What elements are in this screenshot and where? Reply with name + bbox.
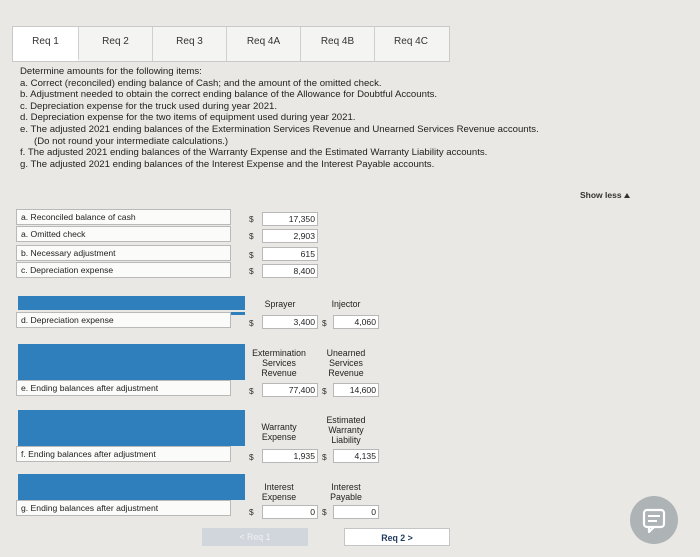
injector-depreciation-input[interactable]: 4,060 bbox=[333, 315, 379, 329]
omitted-check-input[interactable]: 2,903 bbox=[262, 229, 318, 243]
instructions bbox=[20, 66, 539, 170]
interest-payable-input[interactable]: 0 bbox=[333, 505, 379, 519]
instruction-e: e. The adjusted 2021 ending balances of the Extermination Services Revenue and Unearned Services Revenue accounts. bbox=[20, 123, 539, 135]
header-warranty-expense: Warranty Expense bbox=[261, 422, 297, 442]
warranty-liability-input[interactable]: 4,135 bbox=[333, 449, 379, 463]
chevron-left-icon: < bbox=[239, 532, 245, 542]
truck-depreciation-input[interactable]: 8,400 bbox=[262, 264, 318, 278]
unearned-revenue-input[interactable]: 14,600 bbox=[333, 383, 379, 397]
header-interest-expense: Interest Expense bbox=[261, 482, 297, 502]
interest-expense-input[interactable]: 0 bbox=[262, 505, 318, 519]
header-extermination-services-revenue: Extermination Services Revenue bbox=[252, 348, 306, 378]
chevron-right-icon: > bbox=[407, 533, 413, 543]
tab-req-3[interactable]: Req 3 bbox=[153, 27, 227, 61]
currency-symbol: $ bbox=[249, 507, 254, 517]
row-label-revenue-balances: e. Ending balances after adjustment bbox=[16, 380, 231, 396]
warranty-expense-input[interactable]: 1,935 bbox=[262, 449, 318, 463]
row-label-warranty-balances: f. Ending balances after adjustment bbox=[16, 446, 231, 462]
requirement-tabs bbox=[12, 26, 450, 62]
currency-symbol: $ bbox=[249, 231, 254, 241]
show-less-label: Show less bbox=[580, 190, 622, 200]
sprayer-depreciation-input[interactable]: 3,400 bbox=[262, 315, 318, 329]
instruction-a: a. Correct (reconciled) ending balance of Cash; and the amount of the omitted check. bbox=[20, 77, 382, 89]
section-stripe bbox=[18, 410, 245, 446]
chat-help-button[interactable] bbox=[630, 496, 678, 544]
currency-symbol: $ bbox=[249, 214, 254, 224]
currency-symbol: $ bbox=[249, 386, 254, 396]
header-unearned-services-revenue: Unearned Services Revenue bbox=[326, 348, 366, 378]
caret-up-icon bbox=[624, 193, 630, 198]
tab-req-1[interactable]: Req 1 bbox=[13, 27, 79, 61]
tab-req-2[interactable]: Req 2 bbox=[79, 27, 153, 61]
instructions-intro: Determine amounts for the following items: bbox=[20, 66, 202, 77]
row-label-equipment-depreciation: d. Depreciation expense bbox=[16, 312, 231, 328]
header-interest-payable: Interest Payable bbox=[330, 482, 362, 502]
next-requirement-button[interactable] bbox=[344, 528, 450, 546]
section-stripe bbox=[18, 474, 245, 500]
tab-req-4c[interactable]: Req 4C bbox=[394, 36, 428, 47]
instruction-c: c. Depreciation expense for the truck used during year 2021. bbox=[20, 100, 278, 112]
section-stripe bbox=[18, 344, 245, 380]
previous-label: Req 1 bbox=[247, 532, 271, 542]
instruction-f: f. The adjusted 2021 ending balances of the Warranty Expense and the Estimated Warranty Liability accounts. bbox=[20, 147, 488, 159]
currency-symbol: $ bbox=[322, 386, 327, 396]
tab-req-4a[interactable]: Req 4A bbox=[227, 27, 301, 61]
instruction-e-note: (Do not round your intermediate calculations.) bbox=[34, 135, 229, 147]
currency-symbol: $ bbox=[249, 318, 254, 328]
chat-icon bbox=[630, 496, 678, 544]
row-label-reconciled-cash: a. Reconciled balance of cash bbox=[16, 209, 231, 225]
currency-symbol: $ bbox=[249, 250, 254, 260]
reconciled-cash-input[interactable]: 17,350 bbox=[262, 212, 318, 226]
header-estimated-warranty-liability: Estimated Warranty Liability bbox=[326, 415, 366, 445]
row-label-interest-balances: g. Ending balances after adjustment bbox=[16, 500, 231, 516]
section-stripe bbox=[18, 296, 245, 310]
currency-symbol: $ bbox=[322, 452, 327, 462]
tab-req-4b[interactable]: Req 4B bbox=[301, 27, 375, 61]
extermination-revenue-input[interactable]: 77,400 bbox=[262, 383, 318, 397]
header-sprayer: Sprayer bbox=[264, 299, 296, 309]
header-injector: Injector bbox=[331, 299, 361, 309]
show-less-toggle[interactable] bbox=[580, 190, 630, 200]
row-label-necessary-adjustment: b. Necessary adjustment bbox=[16, 245, 231, 261]
instruction-d: d. Depreciation expense for the two items of equipment used during year 2021. bbox=[20, 112, 356, 124]
currency-symbol: $ bbox=[249, 266, 254, 276]
instruction-b: b. Adjustment needed to obtain the correct ending balance of the Allowance for Doubtful Accounts. bbox=[20, 89, 438, 101]
currency-symbol: $ bbox=[322, 507, 327, 517]
next-label: Req 2 bbox=[381, 533, 406, 543]
row-label-omitted-check: a. Omitted check bbox=[16, 226, 231, 242]
currency-symbol: $ bbox=[322, 318, 327, 328]
necessary-adjustment-input[interactable]: 615 bbox=[262, 247, 318, 261]
instruction-g: g. The adjusted 2021 ending balances of the Interest Expense and the Interest Payable accounts. bbox=[20, 158, 435, 170]
row-label-depreciation-truck: c. Depreciation expense bbox=[16, 262, 231, 278]
currency-symbol: $ bbox=[249, 452, 254, 462]
previous-requirement-button[interactable] bbox=[202, 528, 308, 546]
